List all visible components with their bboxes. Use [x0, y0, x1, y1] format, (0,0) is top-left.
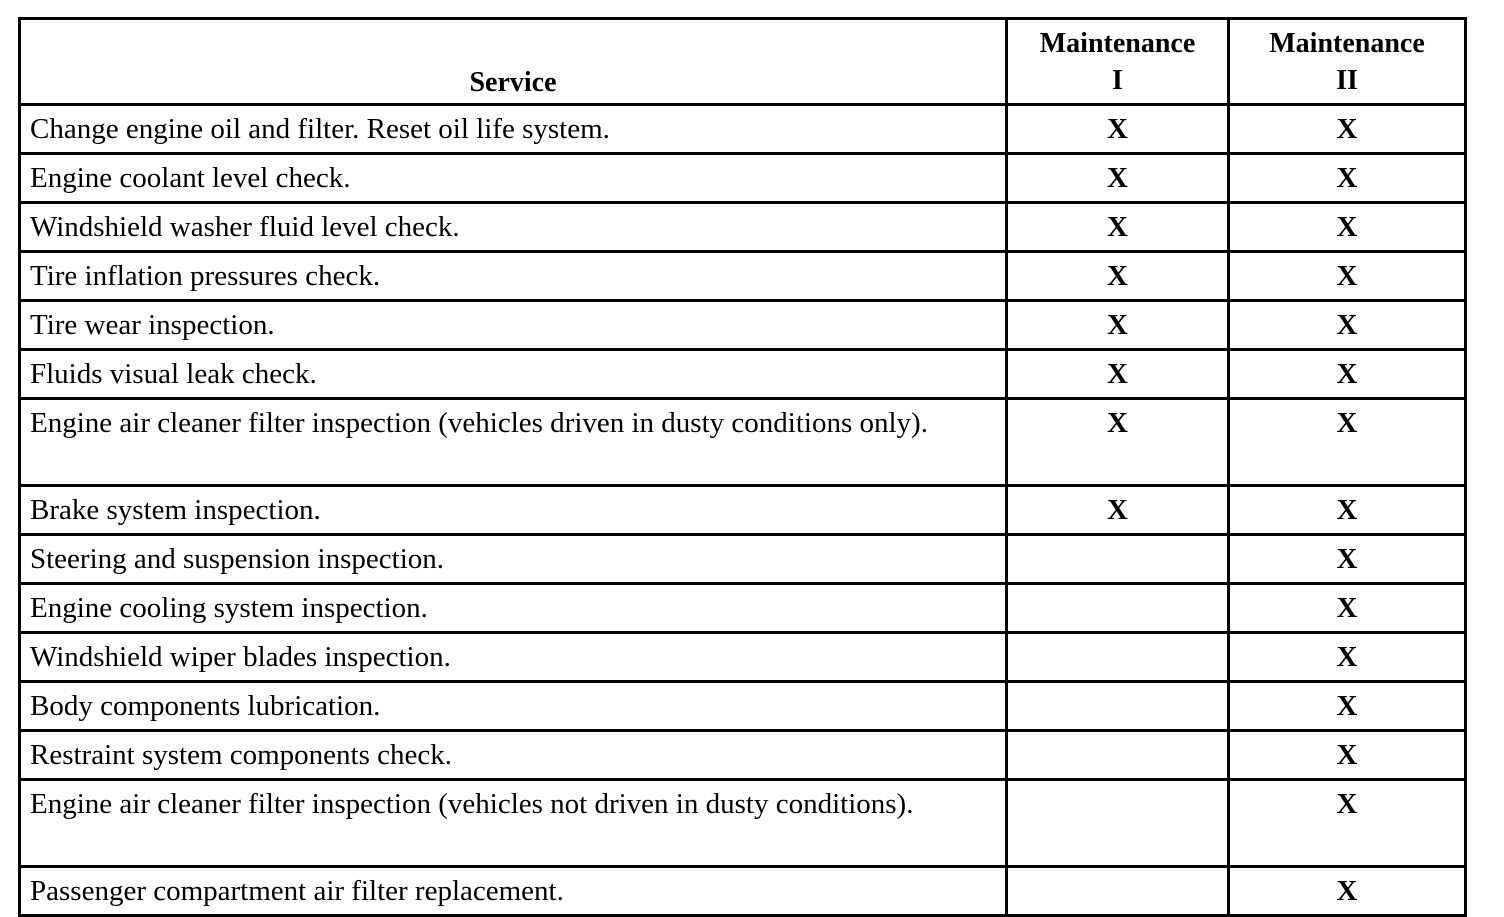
maintenance-1-header-line-2: I [1112, 65, 1123, 96]
table-header [20, 19, 1466, 105]
service-cell: Fluids visual leak check. [20, 350, 1007, 399]
maintenance-2-mark: X [1229, 350, 1466, 399]
table-row [20, 867, 1466, 916]
table-row [20, 399, 1466, 486]
service-cell: Passenger compartment air filter replacement. [20, 867, 1007, 916]
maintenance-2-mark: X [1229, 486, 1466, 535]
maintenance-2-mark: X [1229, 584, 1466, 633]
maintenance-2-mark: X [1229, 203, 1466, 252]
service-cell: Restraint system components check. [20, 731, 1007, 780]
maintenance-2-column-header [1229, 19, 1466, 105]
maintenance-2-mark: X [1229, 154, 1466, 203]
maintenance-2-mark: X [1229, 633, 1466, 682]
service-cell: Brake system inspection. [20, 486, 1007, 535]
maintenance-1-column-header [1007, 19, 1229, 105]
header-row [20, 19, 1466, 105]
maintenance-1-mark: X [1007, 154, 1229, 203]
maintenance-2-mark: X [1229, 105, 1466, 154]
maintenance-1-mark: X [1007, 399, 1229, 486]
table-row [20, 731, 1466, 780]
maintenance-1-mark [1007, 731, 1229, 780]
table-row [20, 105, 1466, 154]
table-row [20, 203, 1466, 252]
maintenance-1-mark [1007, 682, 1229, 731]
maintenance-2-mark: X [1229, 535, 1466, 584]
maintenance-2-mark: X [1229, 301, 1466, 350]
service-column-header: Service [20, 19, 1007, 105]
maintenance-1-mark: X [1007, 301, 1229, 350]
table-row [20, 682, 1466, 731]
table-row [20, 633, 1466, 682]
table-row [20, 350, 1466, 399]
maintenance-2-mark: X [1229, 399, 1466, 486]
maintenance-2-mark: X [1229, 867, 1466, 916]
maintenance-1-mark: X [1007, 252, 1229, 301]
table-row [20, 252, 1466, 301]
service-cell: Engine coolant level check. [20, 154, 1007, 203]
maintenance-2-header-line-2: II [1336, 65, 1358, 96]
service-cell: Steering and suspension inspection. [20, 535, 1007, 584]
table-row [20, 486, 1466, 535]
service-cell: Engine air cleaner filter inspection (vehicles not driven in dusty conditions). [20, 780, 1007, 867]
maintenance-1-mark: X [1007, 350, 1229, 399]
service-cell: Body components lubrication. [20, 682, 1007, 731]
table-row [20, 154, 1466, 203]
maintenance-1-header-line-1: Maintenance [1039, 28, 1196, 59]
maintenance-2-mark: X [1229, 252, 1466, 301]
maintenance-1-mark [1007, 584, 1229, 633]
maintenance-1-mark: X [1007, 486, 1229, 535]
table-row [20, 584, 1466, 633]
maintenance-1-mark: X [1007, 105, 1229, 154]
maintenance-1-mark: X [1007, 203, 1229, 252]
table-row [20, 301, 1466, 350]
maintenance-1-mark [1007, 867, 1229, 916]
table-row [20, 780, 1466, 867]
service-cell: Windshield washer fluid level check. [20, 203, 1007, 252]
service-cell: Windshield wiper blades inspection. [20, 633, 1007, 682]
service-cell: Tire inflation pressures check. [20, 252, 1007, 301]
table-body [20, 105, 1466, 916]
service-cell: Tire wear inspection. [20, 301, 1007, 350]
maintenance-2-mark: X [1229, 780, 1466, 867]
maintenance-1-mark [1007, 780, 1229, 867]
maintenance-1-mark [1007, 535, 1229, 584]
maintenance-2-header-line-1: Maintenance [1269, 28, 1425, 59]
table-row [20, 535, 1466, 584]
maintenance-2-mark: X [1229, 682, 1466, 731]
service-cell: Engine cooling system inspection. [20, 584, 1007, 633]
maintenance-schedule-table [18, 17, 1467, 917]
maintenance-1-mark [1007, 633, 1229, 682]
service-cell: Engine air cleaner filter inspection (vehicles driven in dusty conditions only). [20, 399, 1007, 486]
service-cell: Change engine oil and filter. Reset oil life system. [20, 105, 1007, 154]
maintenance-2-mark: X [1229, 731, 1466, 780]
